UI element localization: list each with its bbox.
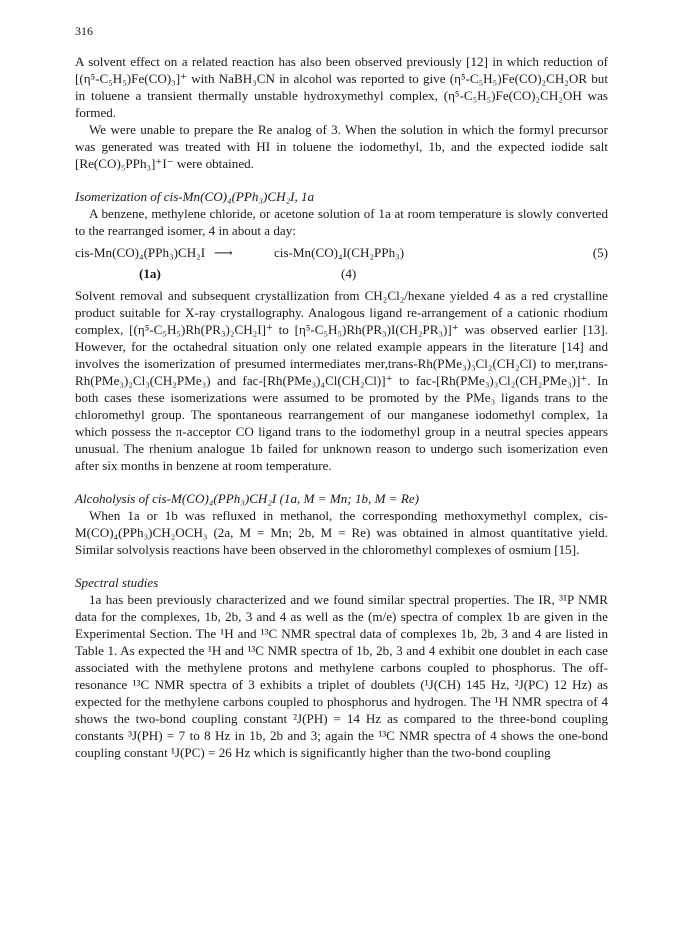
paragraph-re-analog: We were unable to prepare the Re analog of 3. When the solution in which the formyl precursor was generated was treated with HI in toluene the iodomethyl, 1b, and the expected iodide salt [Re(CO)₅PPh₃]⁺I⁻ were obtained.: [75, 122, 608, 171]
page-number: 316: [75, 24, 93, 38]
equation-labels: [75, 263, 608, 285]
label-reactant: (1a): [139, 266, 161, 281]
paragraph-alcoholysis: When 1a or 1b was refluxed in methanol, the corresponding methoxymethyl complex, cis-M(CO)₄(PPh₃)CH₂OCH₃ (2a, M = Mn; 2b, M = Re) was obtained in almost quantitative yield. Similar solvolysis reactions have been observed in the chloromethyl complexes of osmium [15].: [75, 508, 608, 557]
section-heading-alcoholysis: Alcoholysis of cis-M(CO)₄(PPh₃)CH₂I (1a, M = Mn; 1b, M = Re): [75, 491, 420, 506]
section-heading-spectral: Spectral studies: [75, 575, 159, 590]
reaction-arrow-icon: ⟶: [214, 245, 233, 260]
paragraph-crystallization: Solvent removal and subsequent crystallization from CH₂Cl₂/hexane yielded 4 as a red crystalline product suitable for X-ray crystallography. Analogous ligand re-arrangement of a cationic rhodium complex, [(η⁵-C₅H₅)Rh(PR₃)₂CH₂I]⁺ to [η⁵-C₅H₅)Rh(PR₃)I(CH₂PR₃)]⁺ was observed earlier [13]. However, for the octahedral situation only one related example appears in the literature [14] and involves the isomerization of presumed intermediates mer,trans-Rh(PMe₃)₃Cl₂(CH₂Cl) to mer,trans-Rh(PMe₃)₂Cl₃(CH₂PMe₃) and fac-[Rh(PMe₃)₄Cl(CH₂Cl)]⁺ to fac-[Rh(PMe₃)₃Cl₂(CH₂PMe₃)]⁺. In both cases these isomerizations were assumed to be promoted by the PMe₃ ligands trans to the chloromethyl group. The spontaneous rearrangement of our manganese iodomethyl complex, 1a which possess the π-acceptor CO ligand trans to the iodomethyl group in a neutral species appears unusual. The rhenium analogue 1b failed for unknown reason to undergo such isomerization even after six months in benzene at room temperature.: [75, 288, 608, 473]
section-heading-isomerization: Isomerization of cis-Mn(CO)₄(PPh₃)CH₂I, 1a: [75, 189, 315, 204]
paragraph-spectral: 1a has been previously characterized and we found similar spectral properties. The IR, ³¹P NMR data for the complexes, 1b, 2b, 3 and 4 as well as the (m/e) spectra of complex 1b are given in the Experimental Section. The ¹H and ¹³C NMR spectral data of complexes 1b, 2b, 3 and 4 are listed in Table 1. As expected the ¹H and ¹³C NMR spectra of 1b, 2b, 3 and 4 exhibit one doublet in each case associated with the methylene protons and methylene carbons coupled to phosphorus. The off-resonance ¹³C NMR spectra of 3 exhibits a triplet of doublets (¹J(CH) 145 Hz, ²J(PC) 12 Hz) as expected for the methylene carbons coupled to phosphorus and hydrogen. The ¹H NMR spectra of 4 shows the two-bond coupling constant ²J(PH) = 14 Hz as compared to the three-bond coupling constants ³J(PH) = 7 to 8 Hz in 1b, 2b and 3; again the ¹³C NMR spectra of 4 shows the one-bond coupling constant ¹J(PC) = 26 Hz which is significantly higher than the two-bond coupling: [75, 592, 608, 760]
paragraph-solvent-effect: A solvent effect on a related reaction has also been observed previously [12] in which reduction of [(η⁵-C₅H₅)Fe(CO)₃]⁺ with NaBH₃CN in alcohol was reported to give (η⁵-C₅H₅)Fe(CO)₂CH₂OR but in toluene a transient thermally unstable hydroxymethyl complex, (η⁵-C₅H₅)Fe(CO)₂CH₂OH was formed.: [75, 54, 608, 120]
paragraph-isomerization-intro: A benzene, methylene chloride, or acetone solution of 1a at room temperature is slowly converted to the rearranged isomer, 4 in about a day:: [75, 206, 608, 238]
equation-product: cis-Mn(CO)₄I(CH₂PPh₃): [274, 245, 405, 260]
label-product: (4): [341, 266, 357, 281]
page-body: [75, 24, 608, 761]
equation-reactant: cis-Mn(CO)₄(PPh₃)CH₂I: [75, 245, 206, 260]
equation-number: (5): [592, 245, 608, 260]
reaction-equation: [75, 243, 608, 263]
